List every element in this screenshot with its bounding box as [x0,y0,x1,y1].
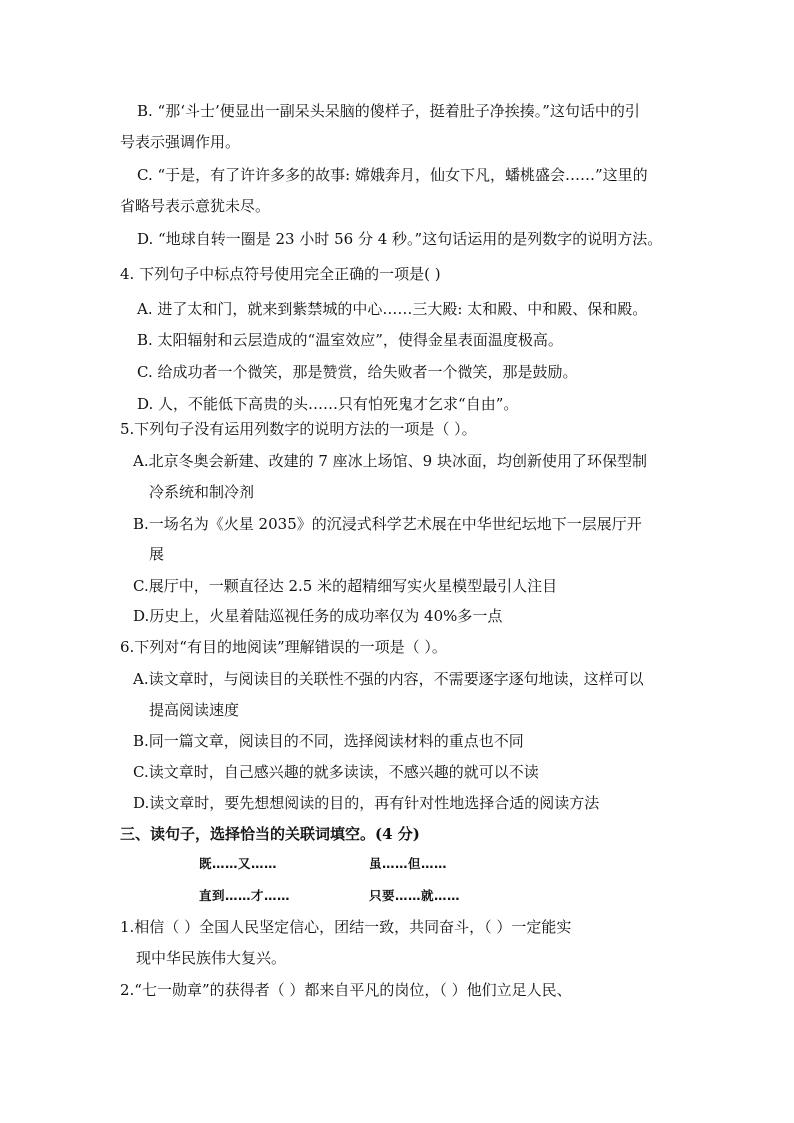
q5-option-a-line2: 冷系统和制冷剂 [149,483,255,501]
q5-option-b-line2: 展 [149,545,165,563]
q3-option-c-line2: 省略号表示意犹未尽。 [120,197,271,215]
q6-option-d: D.读文章时，要先想想阅读的目的，再有针对性地选择合适的阅读方法 [133,794,600,812]
q4-option-b: B. 太阳辐射和云层造成的“温室效应”，使得金星表面温度极高。 [137,331,563,349]
s1-line2: 现中华民族伟大复兴。 [136,949,287,967]
q6-option-a-line1: A.读文章时，与阅读目的关联性不强的内容，不需要逐字逐句地读，这样可以 [133,670,644,688]
q5-stem: 5.下列句子没有运用列数字的说明方法的一项是（ ）。 [120,420,477,438]
q3-option-d-line1: D. “地球自转一圈是 23 小时 56 分 4 秒。”这句话运用的是列数字的说明方法。 [137,230,663,248]
q6-option-b: B.同一篇文章，阅读目的不同，选择阅读材料的重点也不同 [133,732,524,750]
q4-option-d: D. 人，不能低下高贵的头……只有怕死鬼才乞求“自由”。 [137,395,519,413]
q4-stem: 4. 下列句子中标点符号使用完全正确的一项是( ) [120,265,441,283]
word-choice-3: 直到……才…… [199,888,291,903]
q4-option-c: C. 给成功者一个微笑，那是赞赏，给失败者一个微笑，那是鼓励。 [137,363,578,381]
q5-option-c: C.展厅中，一颗直径达 2.5 米的超精细写实火星模型最引人注目 [133,577,558,595]
q6-stem: 6.下列对“有目的地阅读”理解错误的一项是（ ）。 [120,638,447,656]
q3-option-b-line2: 号表示强调作用。 [120,133,241,151]
s2-line1: 2.“七一勋章”的获得者（ ）都来自平凡的岗位，（ ）他们立足人民、 [120,981,572,999]
q3-option-b-line1: B. “那‘斗士’便显出一副呆头呆脑的傻样子，挺着肚子净挨揍。”这句话中的引 [137,102,640,120]
q5-option-a-line1: A.北京冬奥会新建、改建的 7 座冰上场馆、9 块冰面，均创新使用了环保型制 [133,452,647,470]
word-choice-4: 只要……就…… [369,888,461,903]
word-choice-2: 虽……但…… [369,856,448,871]
q3-option-c-line1: C. “于是，有了许许多多的故事: 嫦娥奔月，仙女下凡，蟠桃盛会……”这里的 [137,166,648,184]
q5-option-b-line1: B.一场名为《火星 2035》的沉浸式科学艺术展在中华世纪坛地下一层展厅开 [133,515,642,533]
word-choice-1: 既……又…… [199,856,278,871]
q6-option-c: C.读文章时，自己感兴趣的就多读读，不感兴趣的就可以不读 [133,763,539,781]
section3-title: 三、读句子，选择恰当的关联词填空。(4 分) [120,825,420,843]
q6-option-a-line2: 提高阅读速度 [149,701,240,719]
q4-option-a: A. 进了太和门，就来到紫禁城的中心……三大殿: 太和殿、中和殿、保和殿。 [137,300,648,318]
s1-line1: 1.相信（ ）全国人民坚定信心，团结一致，共同奋斗，（ ）一定能实 [120,918,572,936]
q5-option-d: D.历史上，火星着陆巡视任务的成功率仅为 40%多一点 [133,607,503,625]
